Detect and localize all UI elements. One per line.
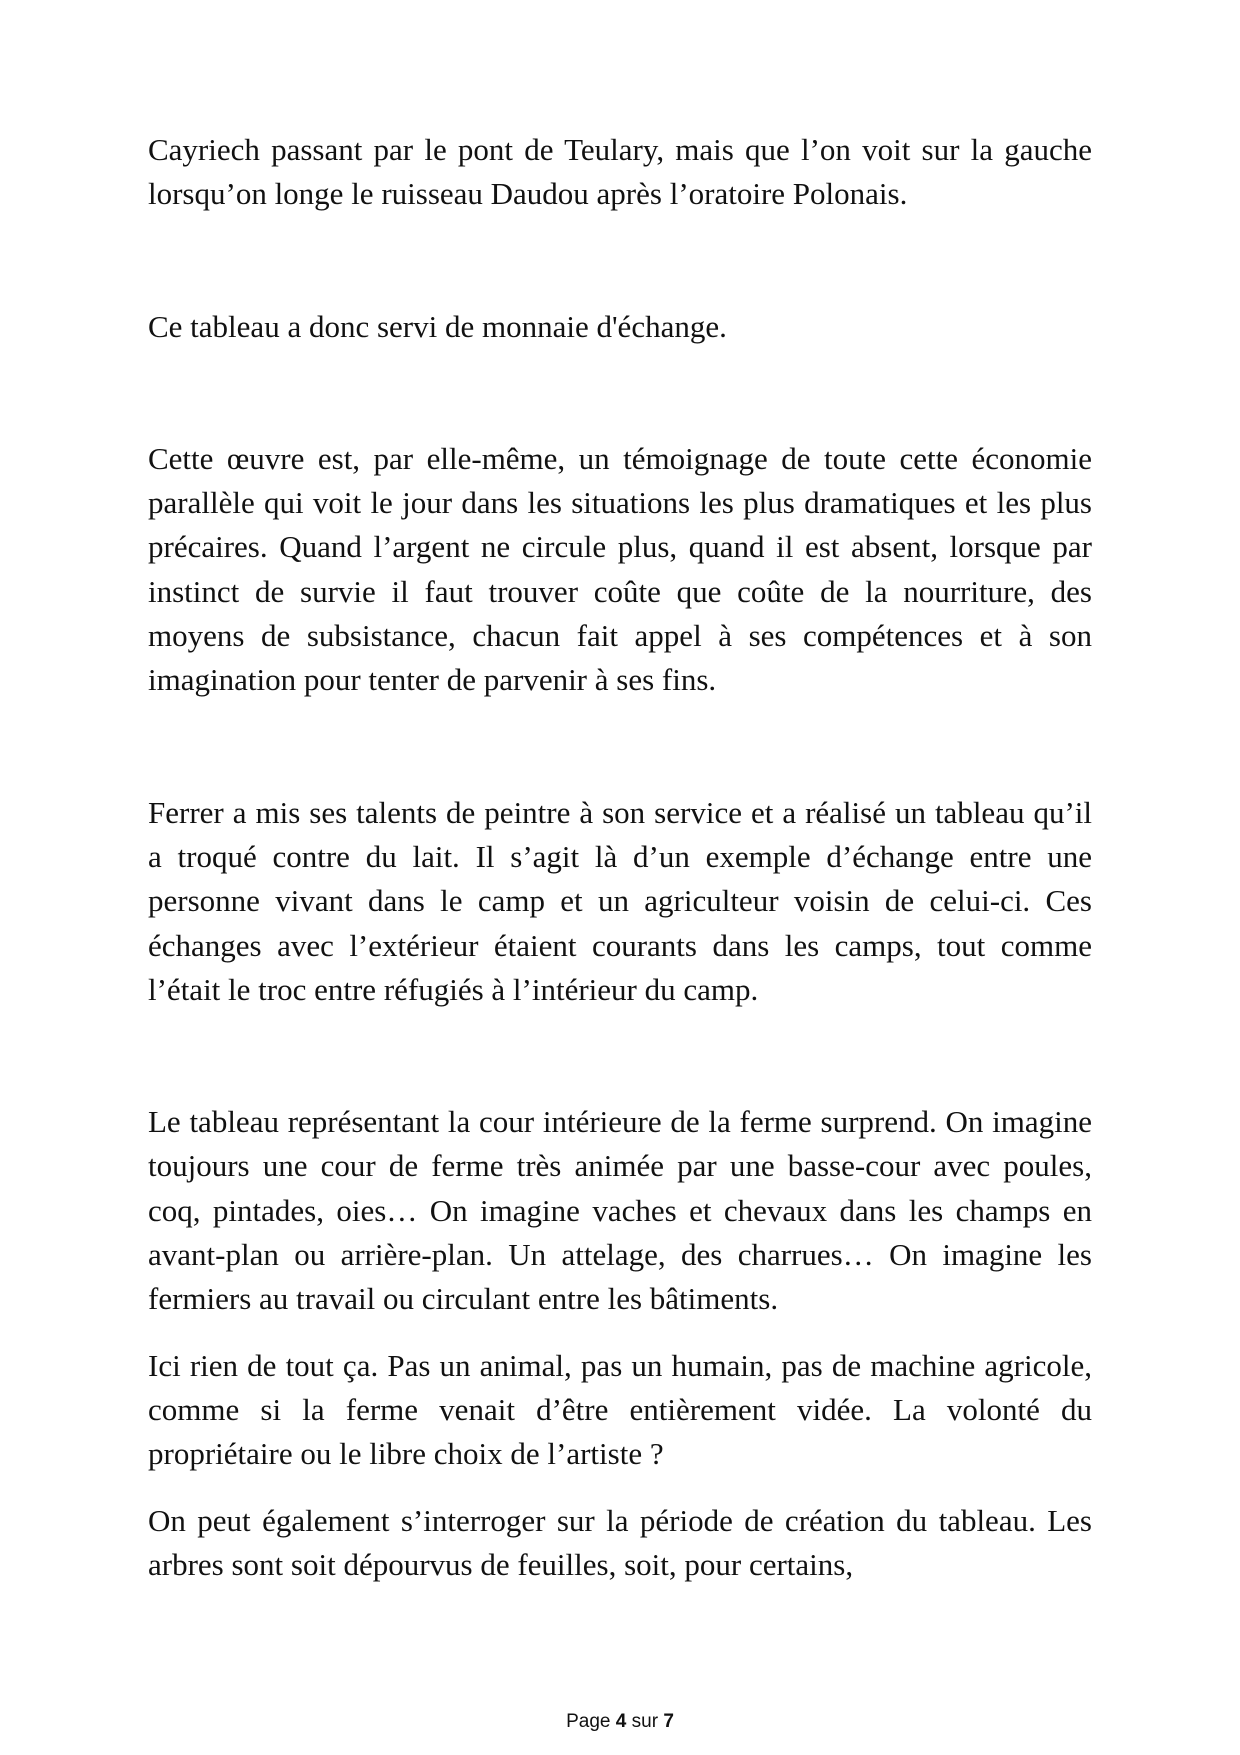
paragraph: Ici rien de tout ça. Pas un animal, pas un humain, pas de machine agricole, comme si la ferme venait d’être entièrement vidée. La volonté du propriétaire ou le libre choix de l’artiste ? xyxy=(148,1347,1092,1472)
paragraph-spacer xyxy=(148,703,1092,791)
paragraph: Le tableau représentant la cour intérieure de la ferme surprend. On imagine toujours une cour de ferme très animée par une basse-cour avec poules, coq, pintades, oies… On imagine vaches et chevaux dans les champs en avant-plan ou arrière-plan. Un attelage, des charrues… On imagine les fermiers au travail ou circulant entre les bâtiments. xyxy=(148,1104,1092,1317)
total-pages-number: 7 xyxy=(663,1711,674,1732)
paragraph: On peut également s’interroger sur la période de création du tableau. Les arbres sont soit dépourvus de feuilles, soit, pour certains, xyxy=(148,1502,1092,1582)
current-page-number: 4 xyxy=(615,1711,627,1732)
paragraph-spacer xyxy=(148,1477,1092,1499)
paragraph: Cette œuvre est, par elle-même, un témoignage de toute cette économie parallèle qui voit le jour dans les situations les plus dramatiques et les plus précaires. Quand l’argent ne circule plus, quand il est absent, lorsque par instinct de survie il faut trouver coûte que coûte de la nourriture, des moyens de subsistance, chacun fait appel à ses compétences et à son imagination pour tenter de parvenir à ses fins. xyxy=(148,440,1092,698)
paragraph-spacer xyxy=(148,1012,1092,1100)
paragraph-spacer xyxy=(148,349,1092,437)
paragraph: Ce tableau a donc servi de monnaie d'échange. xyxy=(148,308,727,344)
page-word: Page xyxy=(566,1711,611,1732)
paragraph: Cayriech passant par le pont de Teulary, mais que l’on voit sur la gauche lorsqu’on longe le ruisseau Daudou après l’oratoire Polonais. xyxy=(148,132,1092,212)
paragraph-spacer xyxy=(148,217,1092,305)
paragraph: Ferrer a mis ses talents de peintre à son service et a réalisé un tableau qu’il a troqué contre du lait. Il s’agit là d’un exemple d’échange entre une personne vivant dans le camp et un agriculteur voisin de celui-ci. Ces échanges avec l’extérieur étaient courants dans les camps, tout comme l’était le troc entre réfugiés à l’intérieur du camp. xyxy=(148,794,1092,1007)
paragraph-spacer xyxy=(148,1322,1092,1344)
page-footer xyxy=(0,1711,1240,1733)
body-text xyxy=(148,128,1092,1587)
of-word: sur xyxy=(631,1711,659,1732)
